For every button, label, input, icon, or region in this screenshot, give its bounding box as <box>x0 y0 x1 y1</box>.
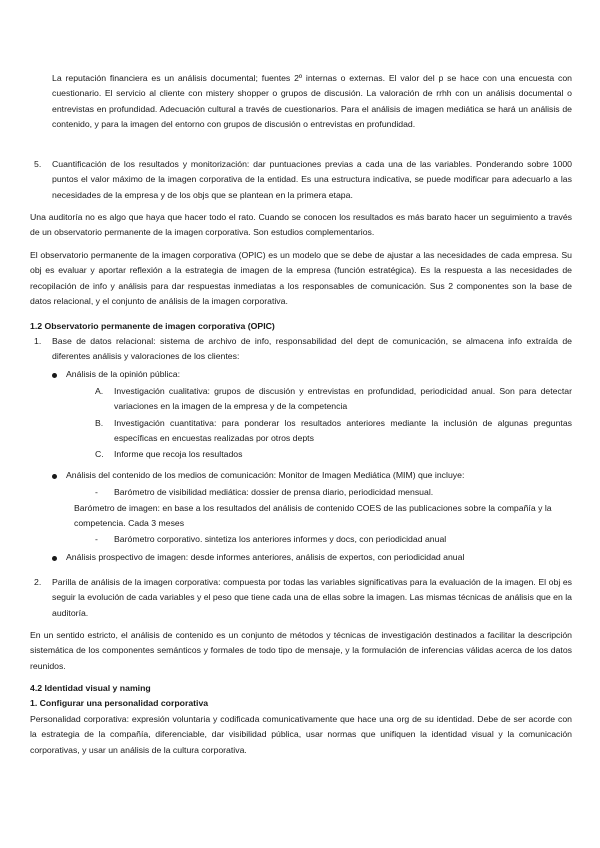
list-marker: 2. <box>34 577 42 587</box>
bullet-text: Análisis del contenido de los medios de comunicación: Monitor de Imagen Mediática (MIM) que incluye: <box>66 470 465 480</box>
mim-item-imagen: Barómetro de imagen: en base a los resultados del análisis de contenido COES de las publicaciones sobre la compañía y la competencia. Cada 3 meses <box>74 503 552 529</box>
bullet-icon <box>52 474 57 479</box>
list-marker: 1. <box>34 336 42 346</box>
list-marker: A. <box>95 386 104 396</box>
list-marker: C. <box>95 449 104 459</box>
paragraph-observatorio: El observatorio permanente de la imagen corporativa (OPIC) es un modelo que se debe de ajustar a las necesidades de cada empresa. Su obj es evaluar y aportar reflexión a la estrategia de imagen de la empresa (función estratégica). Es la respuesta a las necesidades de recopilación de info y análisis para dar respuestas inmediatas a los responsables de comunicación. Sus 2 componentes son la base de datos relacional, y el conjunto de análisis de la imagen corporativa. <box>30 250 572 307</box>
paragraph-personalidad: Personalidad corporativa: expresión voluntaria y codificada comunicativamente que hace una org de su identidad. Debe de ser acorde con la estrategia de la compañía, diferenciable, dar visibilidad pública, usar normas que unifiquen la identidad visual y la comunicación corporativas, y usar un análisis de la cultura corporativa. <box>30 714 572 755</box>
heading-personalidad: 1. Configurar una personalidad corporativa <box>30 698 209 708</box>
list-item-text: Investigación cualitativa: grupos de discusión y entrevistas en profundidad, periodicidad anual. Son para detectar variaciones en la imagen de la empresa y de la competencia <box>114 386 572 412</box>
list-item-text: Base de datos relacional: sistema de archivo de info, responsabilidad del dept de comunicación, se almacena info extraída de diferentes análisis y valoraciones de los clientes: <box>52 336 572 362</box>
bullet-icon <box>52 373 57 378</box>
list-item-text: Cuantificación de los resultados y monitorización: dar puntuaciones previas a cada una de las variables. Ponderando sobre 1000 puntos el valor máximo de la imagen corporativa de la entidad. Es una estructura indicativa, se puede modificar para adecuarlo a las necesidades de la empresa y de los objs que se plantean en la primera etapa. <box>52 159 572 200</box>
bullet-text: Análisis de la opinión pública: <box>66 369 180 379</box>
dash-marker: - <box>95 487 98 497</box>
heading-identidad-visual: 4.2 Identidad visual y naming <box>30 683 151 693</box>
paragraph-reputacion: La reputación financiera es un análisis documental; fuentes 2º internas o externas. El valor del p se hace con una encuesta con cuestionario. El servicio al cliente con mistery shopper o grupos de discusión. La valoración de rrhh con un análisis documental o entrevistas en profundidad. Adecuación cultural a través de cuestionarios. Para el análisis de imagen mediática se hará un análisis de contenido, y para la imagen del entorno con grupos de discusión o entrevistas en profundidad. <box>52 73 572 130</box>
dash-marker: - <box>95 534 98 544</box>
list-marker: 5. <box>34 159 42 169</box>
list-item-text: Informe que recoja los resultados <box>114 449 243 459</box>
bullet-text: Análisis prospectivo de imagen: desde informes anteriores, análisis de expertos, con periodicidad anual <box>66 552 465 562</box>
heading-opic: 1.2 Observatorio permanente de imagen corporativa (OPIC) <box>30 321 275 331</box>
list-item-text: Barómetro de visibilidad mediática: dossier de prensa diario, periodicidad mensual. <box>114 487 434 497</box>
list-item-text: Parilla de análisis de la imagen corporativa: compuesta por todas las variables significativas para la evaluación de la imagen. El obj es seguir la evolución de cada variables y el peso que tiene cada una de ellas sobre la imagen. Las mismas técnicas de análisis que en la auditoría. <box>52 577 572 618</box>
paragraph-auditoria: Una auditoría no es algo que haya que hacer todo el rato. Cuando se conocen los resultados es más barato hacer un seguimiento a través de un observatorio permanente de la imagen corporativa. Son estudios complementarios. <box>30 212 572 238</box>
list-marker: B. <box>95 418 104 428</box>
list-item-text: Investigación cuantitativa: para ponderar los resultados anteriores mediante la inclusión de algunas preguntas específicas en encuestas realizadas por otros depts <box>114 418 572 444</box>
list-item-text: Barómetro corporativo. sintetiza los anteriores informes y docs, con periodicidad anual <box>114 534 447 544</box>
paragraph-analisis-contenido: En un sentido estricto, el análisis de contenido es un conjunto de métodos y técnicas de investigación destinados a facilitar la descripción sistemática de los componentes semánticos y formales de todo tipo de mensaje, y la formulación de inferencias válidas acerca de los datos reunidos. <box>30 630 572 671</box>
bullet-icon <box>52 556 57 561</box>
